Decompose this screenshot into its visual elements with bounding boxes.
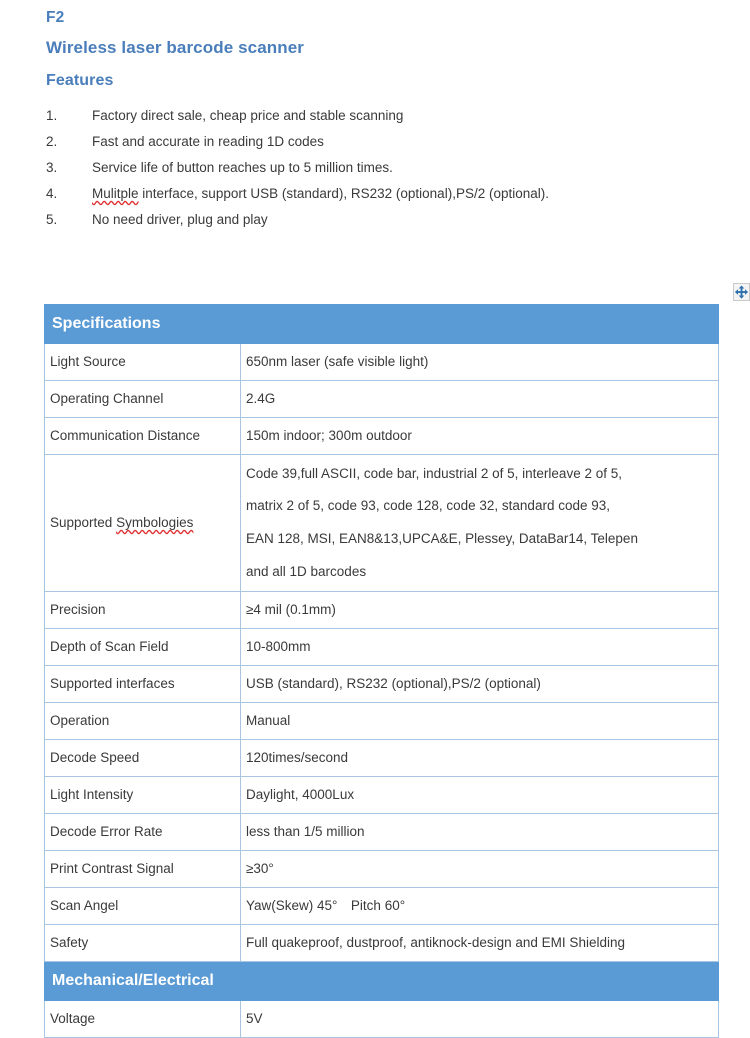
row-value: USB (standard), RS232 (optional),PS/2 (optional)	[241, 666, 719, 703]
row-value: 120times/second	[241, 740, 719, 777]
row-value: 5V	[241, 1001, 719, 1038]
list-item	[46, 108, 736, 134]
row-label: Decode Speed	[45, 740, 241, 777]
document-model-heading: F2	[46, 9, 65, 26]
features-heading: Features	[46, 72, 114, 89]
table-section-header-specifications	[45, 305, 719, 344]
row-label: Voltage	[45, 1001, 241, 1038]
row-label: Depth of Scan Field	[45, 629, 241, 666]
table-row	[45, 592, 719, 629]
row-value	[241, 455, 719, 592]
row-value: Manual	[241, 703, 719, 740]
symbologies-line: matrix 2 of 5, code 93, code 128, code 32, standard code 93,	[246, 498, 610, 514]
spellcheck-misspelled-word: Symbologies	[116, 515, 194, 531]
list-item-number: 2.	[46, 134, 58, 149]
document-product-title: Wireless laser barcode scanner	[46, 38, 304, 57]
table-row	[45, 666, 719, 703]
section-header-label: Specifications	[45, 305, 719, 344]
row-value: 10-800mm	[241, 629, 719, 666]
table-row-symbologies	[45, 455, 719, 592]
row-label: Safety	[45, 925, 241, 962]
list-item	[46, 160, 736, 186]
row-label: Light Source	[45, 344, 241, 381]
row-value: Full quakeproof, dustproof, antiknock-design and EMI Shielding	[241, 925, 719, 962]
table-row	[45, 814, 719, 851]
row-label: Decode Error Rate	[45, 814, 241, 851]
row-label: Print Contrast Signal	[45, 851, 241, 888]
table-row	[45, 629, 719, 666]
symbologies-line: Code 39,full ASCII, code bar, industrial 2 of 5, interleave 2 of 5,	[246, 465, 622, 481]
row-value: 150m indoor; 300m outdoor	[241, 418, 719, 455]
symbologies-line: and all 1D barcodes	[246, 563, 367, 579]
list-item-text: Factory direct sale, cheap price and stable scanning	[92, 108, 404, 123]
table-row	[45, 344, 719, 381]
list-item-text	[92, 186, 549, 201]
row-value: Daylight, 4000Lux	[241, 777, 719, 814]
symbologies-line: EAN 128, MSI, EAN8&13,UPCA&E, Plessey, DataBar14, Telepen	[246, 531, 638, 546]
section-header-label: Mechanical/Electrical	[45, 962, 719, 1001]
table-row	[45, 851, 719, 888]
row-label: Scan Angel	[45, 888, 241, 925]
row-value: 2.4G	[241, 381, 719, 418]
list-item-text-rest: interface, support USB (standard), RS232 (optional),PS/2 (optional).	[138, 186, 549, 201]
list-item-number: 3.	[46, 160, 58, 175]
row-value: Yaw(Skew) 45° Pitch 60°	[241, 888, 719, 925]
list-item-text: Fast and accurate in reading 1D codes	[92, 134, 324, 149]
table-row	[45, 381, 719, 418]
row-label: Light Intensity	[45, 777, 241, 814]
list-item	[46, 186, 736, 212]
table-move-handle[interactable]	[733, 283, 750, 301]
list-item-number: 5.	[46, 212, 58, 227]
list-item-text: Service life of button reaches up to 5 million times.	[92, 160, 393, 175]
symbologies-text-block	[246, 458, 713, 589]
list-item	[46, 134, 736, 160]
list-item-text: No need driver, plug and play	[92, 212, 268, 227]
row-label: Communication Distance	[45, 418, 241, 455]
row-label: Operating Channel	[45, 381, 241, 418]
row-value: ≥30°	[241, 851, 719, 888]
table-row	[45, 703, 719, 740]
row-value: less than 1/5 million	[241, 814, 719, 851]
row-label: Operation	[45, 703, 241, 740]
list-item-number: 4.	[46, 186, 58, 201]
specifications-table	[44, 304, 719, 1038]
spellcheck-misspelled-word: Mulitple	[92, 186, 139, 201]
row-label-plain: Supported	[50, 515, 117, 531]
table-section-header-mechanical	[45, 962, 719, 1001]
table-row	[45, 888, 719, 925]
row-label: Precision	[45, 592, 241, 629]
row-value: ≥4 mil (0.1mm)	[241, 592, 719, 629]
table-row	[45, 777, 719, 814]
features-list	[46, 108, 736, 238]
table-row	[45, 925, 719, 962]
table-row	[45, 418, 719, 455]
row-value: 650nm laser (safe visible light)	[241, 344, 719, 381]
row-label	[45, 455, 241, 592]
table-row	[45, 1001, 719, 1038]
list-item	[46, 212, 736, 238]
table-row	[45, 740, 719, 777]
row-label: Supported interfaces	[45, 666, 241, 703]
move-four-arrows-icon	[734, 284, 749, 300]
list-item-number: 1.	[46, 108, 58, 123]
